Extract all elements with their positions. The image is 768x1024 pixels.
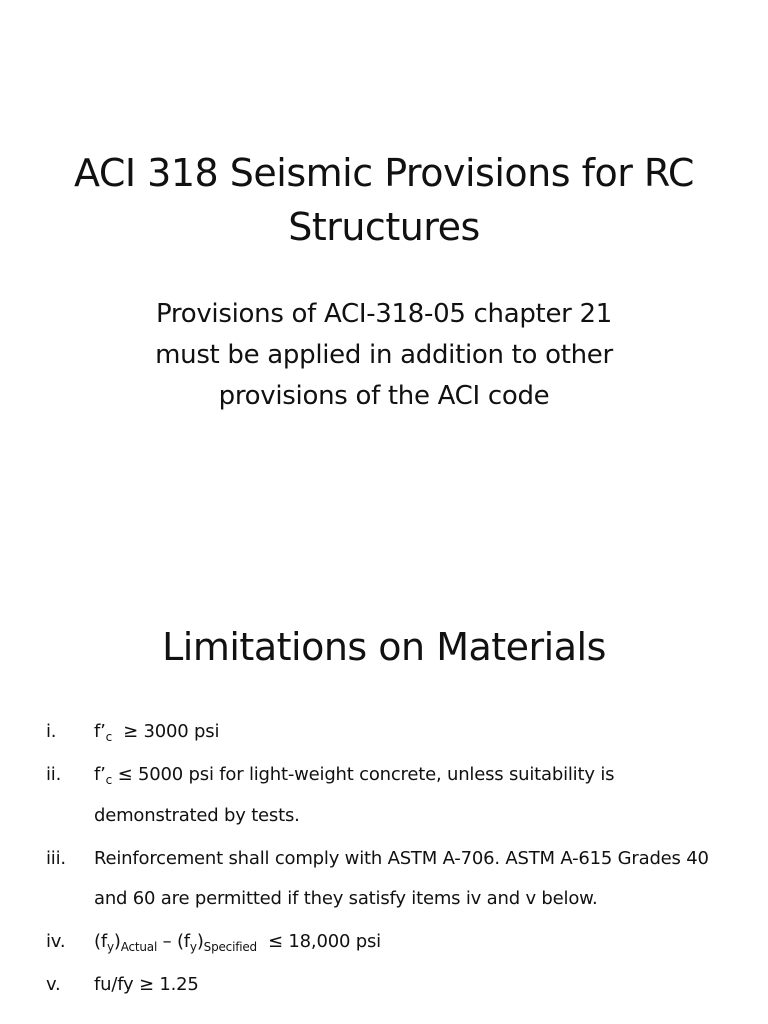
item-text: ≤ 18,000 psi [268,931,381,952]
slide-2-title: Limitations on Materials [162,625,606,669]
specified-subscript: Specified [203,940,257,954]
limitations-list [0,712,768,1008]
subtitle-line-1: Provisions of ACI-318-05 chapter 21 [156,299,612,329]
item-text: Reinforcement shall comply with ASTM A-706. ASTM A-615 Grades 40 and 60 are permitted if they satisfy items iv and v below. [94,847,709,909]
title-line-2: Structures [288,205,480,249]
item-text: ≥ 3000 psi [123,721,220,742]
fy-close: ) [113,931,121,952]
slide-limitations [0,512,768,1024]
list-item [0,965,768,1006]
actual-subscript: Actual [120,940,158,954]
list-item [0,755,768,836]
slide-1-subtitle [84,294,684,417]
list-numeral: ii. [46,764,62,785]
fy-subscript-2: y [189,940,197,954]
fy-open: (f [94,931,107,952]
subtitle-line-3: provisions of the ACI code [218,381,550,411]
fy-minus: – (f [157,931,190,952]
list-item [0,839,768,920]
fc-symbol: f’ [94,721,106,742]
list-numeral: v. [46,974,61,995]
subtitle-line-2: must be applied in addition to other [155,340,613,370]
item-text: ≤ 5000 psi for light-weight concrete, unless suitability is demonstrated by tests. [94,764,615,826]
list-numeral: iv. [46,931,66,952]
fc-subscript: c [105,773,113,787]
fy-subscript: y [106,940,114,954]
title-line-1: ACI 318 Seismic Provisions for RC [74,151,694,195]
list-numeral: i. [46,721,57,742]
slide-1-title [40,146,728,254]
list-item [0,922,768,963]
item-text: fu/fy ≥ 1.25 [94,974,199,995]
fc-symbol: f’ [94,764,106,785]
fc-subscript: c [105,730,113,744]
fy-close-2: ) [196,931,204,952]
list-numeral: iii. [46,847,66,869]
list-item [0,712,768,753]
